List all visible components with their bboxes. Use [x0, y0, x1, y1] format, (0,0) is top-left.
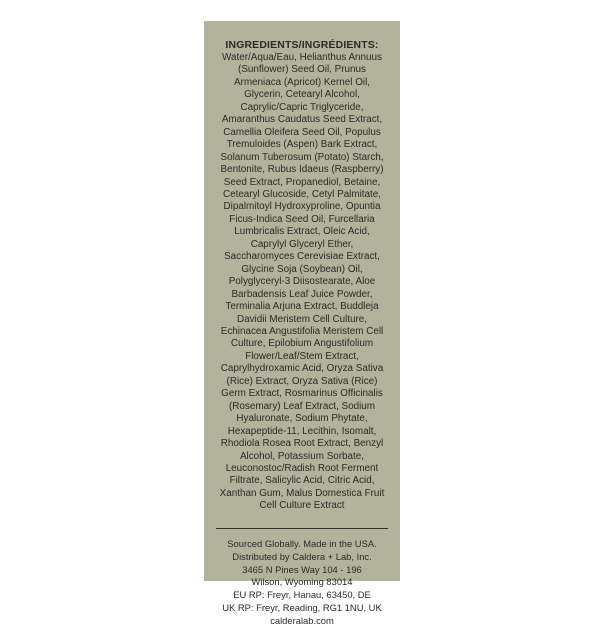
ingredient-line: Echinacea Angustifolia Meristem Cell	[220, 325, 384, 337]
ingredient-line: Filtrate, Salicylic Acid, Citric Acid,	[229, 475, 375, 487]
ingredient-line: Caprylhydroxamic Acid, Oryza Sativa	[220, 363, 384, 375]
ingredient-line: Water/Aqua/Eau, Helianthus Annuus	[222, 52, 382, 63]
ingredient-line: Ficus-Indica Seed Oil, Furcellaria	[229, 213, 375, 225]
company-info-line: 3465 N Pines Way 104 - 196	[242, 563, 362, 575]
ingredient-line: Camellia Oleifera Seed Oil, Populus	[223, 126, 381, 138]
ingredient-line: Cetearyl Glucoside, Cetyl Palmitate,	[222, 188, 382, 200]
ingredient-line: Germ Extract, Rosmarinus Officinalis	[221, 388, 383, 400]
company-info	[216, 538, 388, 628]
ingredients-list	[216, 52, 388, 513]
ingredient-line: Davidii Meristem Cell Culture,	[236, 313, 368, 325]
ingredient-line: Bentonite, Rubus Idaeus (Raspberry)	[220, 164, 384, 176]
ingredient-line: Cell Culture Extract	[259, 500, 345, 512]
ingredient-line: Dipalmitoyl Hydroxyproline, Opuntia	[223, 201, 381, 213]
section-divider	[216, 528, 388, 529]
ingredient-line: Solanum Tuberosum (Potato) Starch,	[220, 151, 384, 163]
ingredient-line: Rhodiola Rosea Root Extract, Benzyl	[220, 438, 384, 450]
ingredient-line: Xanthan Gum, Malus Domestica Fruit	[219, 487, 385, 499]
ingredient-line: Alcohol, Potassium Sorbate,	[239, 450, 365, 462]
ingredient-line: Polyglyceryl-3 Diisostearate, Aloe	[228, 276, 376, 288]
ingredient-line: Tremuloides (Aspen) Bark Extract,	[226, 139, 378, 151]
ingredient-line: Barbadensis Leaf Juice Powder,	[231, 288, 373, 300]
ingredient-line: Hyaluronate, Sodium Phytate,	[236, 413, 368, 425]
ingredient-line: Lumbricalis Extract, Oleic Acid,	[234, 226, 370, 238]
ingredient-line: Glycine Soja (Soybean) Oil,	[241, 263, 363, 275]
company-info-line: Distributed by Caldera + Lab, Inc.	[232, 550, 372, 562]
ingredient-line: Caprylyl Glyceryl Ether,	[250, 238, 354, 250]
ingredient-line: Glycerin, Cetearyl Alcohol,	[244, 89, 360, 101]
ingredient-line: Saccharomyces Cerevisiae Extract,	[224, 251, 380, 263]
company-info-line: calderalab.com	[270, 615, 334, 627]
ingredient-line: Armeniaca (Apricot) Kernel Oil,	[233, 76, 371, 88]
company-info-line: UK RP: Freyr, Reading, RG1 1NU, UK	[222, 602, 382, 614]
company-info-line: Sourced Globally. Made in the USA.	[227, 537, 377, 549]
ingredient-line: Hexapeptide-11, Lecithin, Isomalt,	[227, 425, 377, 437]
ingredient-line: Flower/Leaf/Stem Extract,	[245, 350, 359, 362]
ingredient-line: Terminalia Arjuna Extract, Buddleja	[225, 301, 379, 313]
company-info-line: Wilson, Wyoming 83014	[251, 576, 353, 588]
ingredient-label-panel	[204, 21, 400, 627]
ingredient-line: (Sunflower) Seed Oil, Prunus	[238, 64, 366, 76]
company-info-line: EU RP: Freyr, Hanau, 63450, DE	[233, 589, 371, 601]
ingredients-heading: INGREDIENTS/INGRÉDIENTS:	[225, 40, 379, 51]
ingredient-line: Amaranthus Caudatus Seed Extract,	[221, 114, 383, 126]
ingredient-line: Leuconostoc/Radish Root Ferment	[225, 462, 379, 474]
ingredient-line: Caprylic/Capric Triglyceride,	[240, 101, 364, 113]
ingredient-line: Seed Extract, Propanediol, Betaine,	[223, 176, 381, 188]
ingredient-line: (Rice) Extract, Oryza Sativa (Rice)	[226, 375, 378, 387]
ingredient-line: (Rosemary) Leaf Extract, Sodium	[229, 400, 375, 412]
ingredient-line: Culture, Epilobium Angustifolium	[230, 338, 374, 350]
